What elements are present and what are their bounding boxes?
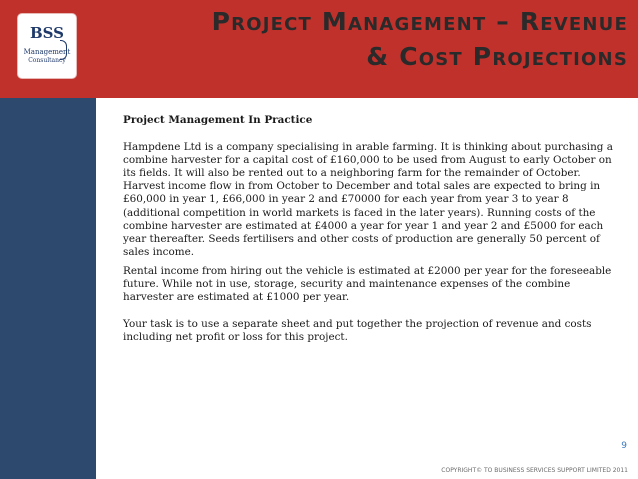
bss-logo bbox=[18, 14, 76, 78]
page-number: 9 bbox=[621, 441, 627, 451]
logo-subtext: Management bbox=[23, 48, 71, 56]
slide-header bbox=[0, 0, 638, 98]
content-heading: Project Management In Practice bbox=[123, 114, 313, 126]
slide-content bbox=[123, 114, 613, 350]
slide-title-line-2: & Cost Projections bbox=[366, 42, 628, 71]
paragraph-1: Hampdene Ltd is a company specialising in arable farming. It is thinking about purchasing a combine harvester for a capital cost of £160,000 to be used from August to early October on its fields. It will also be rented out to a neighboring farm for the remainder of October. Harvest income flow in from October to December and total sales are expected to bring in £60,000 in year 1, £66,000 in year 2 and £70000 for each year from year 3 to year 8 (additional competition in world markets is faced in the later years). Running costs of the combine harvester are estimated at £4000 a year for year 1 and year 2 and £5000 for each year thereafter. Seeds fertilisers and other costs of production are generally 50 percent of sales income. bbox=[123, 141, 613, 258]
logo-subtext-2: Consultancy bbox=[28, 57, 66, 64]
logo-text: BSS bbox=[29, 24, 64, 42]
slide-title-line-1: Project Management – Revenue bbox=[211, 7, 628, 36]
left-sidebar-bar bbox=[0, 98, 96, 479]
paragraph-2: Rental income from hiring out the vehicle is estimated at £2000 per year for the foreseeable future. While not in use, storage, security and maintenance expenses of the combine harvester are estimated at £1000 per year. bbox=[123, 264, 612, 304]
slide-title bbox=[108, 4, 628, 74]
paragraph-3: Your task is to use a separate sheet and put together the projection of revenue and costs including net profit or loss for this project. bbox=[123, 318, 592, 344]
copyright-footer: COPYRIGHT© TO BUSINESS SERVICES SUPPORT LIMITED 2011 bbox=[441, 467, 628, 474]
